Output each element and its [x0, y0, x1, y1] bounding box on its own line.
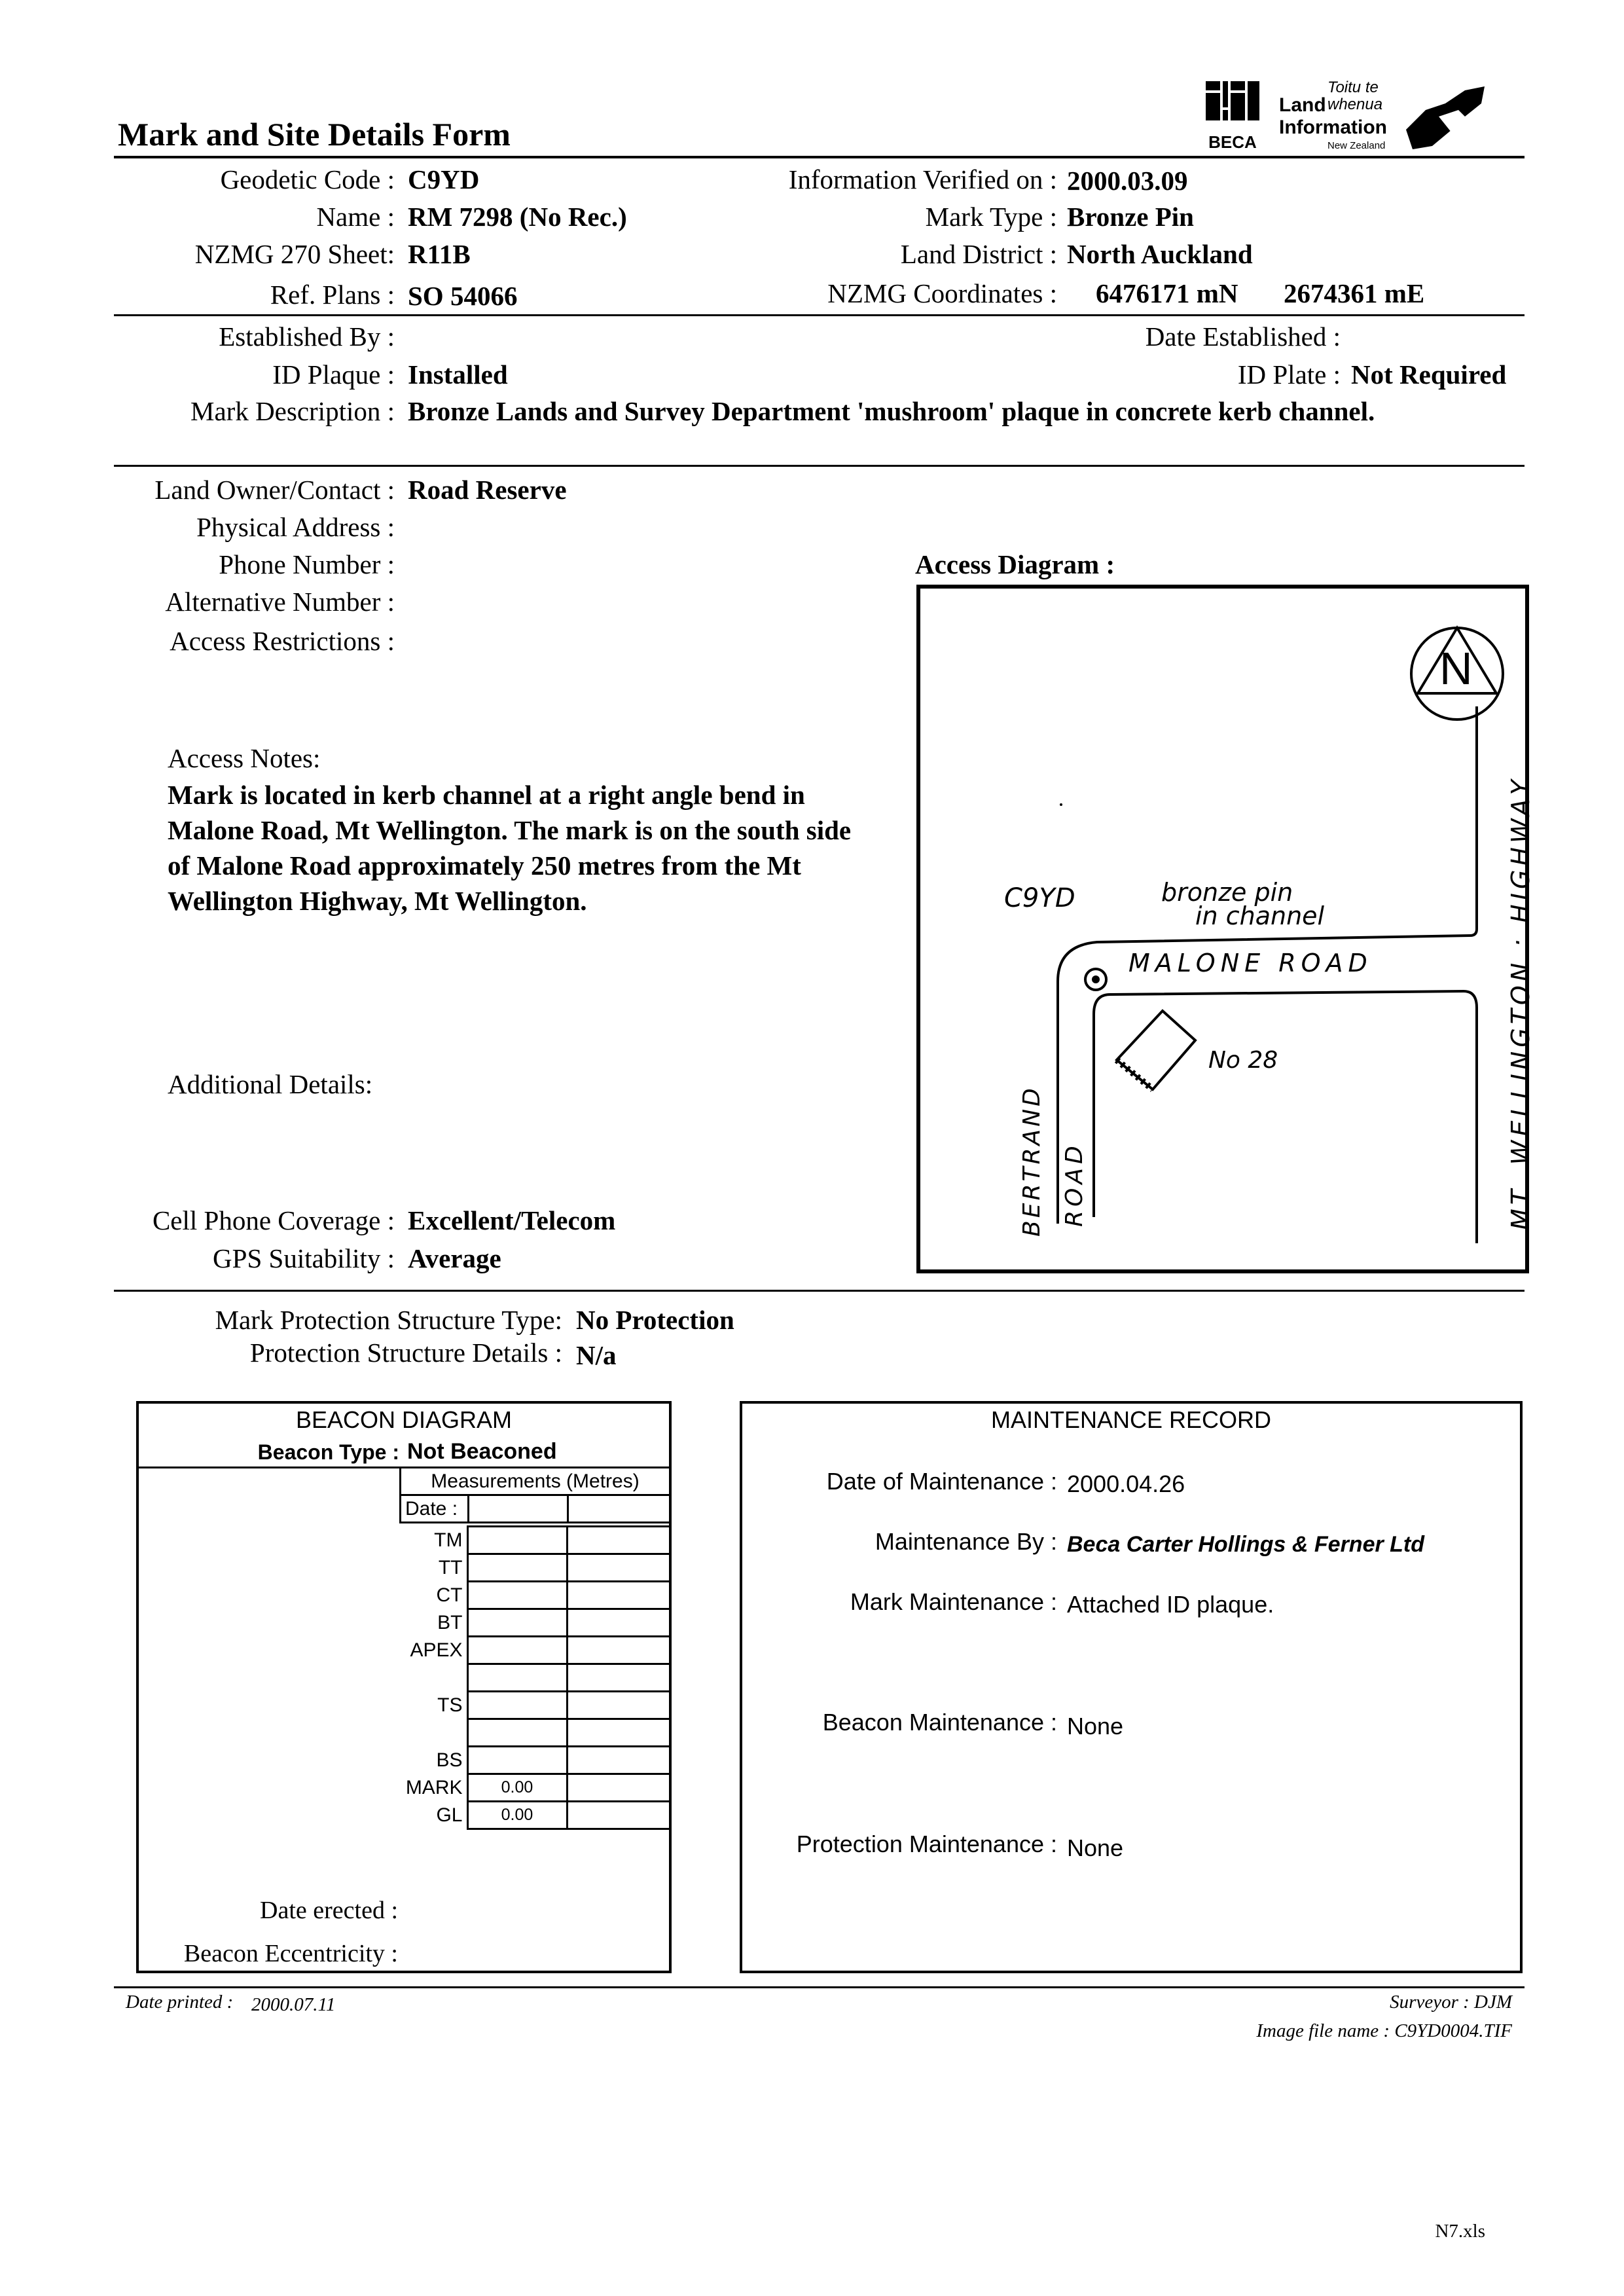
establishment-rule	[114, 465, 1525, 467]
logo-land: Land	[1279, 94, 1326, 116]
protection-maintenance-value: None	[1067, 1834, 1124, 1861]
sheet-value: R11B	[408, 239, 471, 269]
beacon-eccentricity-label: Beacon Eccentricity :	[183, 1940, 398, 1967]
land-district-label: Land District :	[900, 239, 1057, 269]
beacon-rows-table	[367, 1525, 672, 1830]
logo-toitu: Toitu te	[1327, 79, 1379, 96]
bertrand-label: BERTRAND	[1019, 1085, 1045, 1237]
date-cell-2	[568, 1495, 671, 1523]
row-label-blank-2	[367, 1719, 467, 1747]
footer-rule	[114, 1986, 1525, 1988]
ct-cell-2	[567, 1582, 671, 1609]
mark-section-rule	[114, 314, 1525, 316]
tt-cell-1	[467, 1554, 567, 1582]
row-label-tt: TT	[367, 1554, 467, 1582]
mark-value: 0.00	[467, 1774, 567, 1802]
apex-cell-1	[467, 1637, 567, 1664]
maintenance-title: MAINTENANCE RECORD	[990, 1406, 1272, 1433]
name-label: Name :	[316, 202, 395, 232]
access-notes-line-3: of Malone Road approximately 250 metres from the Mt	[168, 850, 801, 881]
blank1-cell-2	[567, 1664, 671, 1692]
bs-cell-2	[567, 1747, 671, 1774]
apex-cell-2	[567, 1637, 671, 1664]
malone-road-label: MALONE ROAD	[1128, 949, 1373, 977]
measurements-header: Measurements (Metres)	[401, 1468, 671, 1495]
row-label-ct: CT	[367, 1582, 467, 1609]
protection-details-label: Protection Structure Details :	[249, 1338, 562, 1368]
gps-label: GPS Suitability :	[213, 1243, 395, 1273]
coords-label: NZMG Coordinates :	[827, 278, 1057, 308]
id-plate-label: ID Plate :	[1237, 359, 1341, 390]
road-label: ROAD	[1061, 1142, 1088, 1227]
date-erected-label: Date erected :	[260, 1897, 398, 1924]
mark-type-value: Bronze Pin	[1067, 202, 1194, 232]
access-notes-line-4: Wellington Highway, Mt Wellington.	[168, 886, 587, 916]
logo-country: New Zealand	[1327, 140, 1386, 151]
diagram-note-2: in channel	[1195, 902, 1325, 930]
row-label-mark: MARK	[367, 1774, 467, 1802]
mark-maintenance-label: Mark Maintenance :	[850, 1588, 1057, 1615]
beacon-type-label: Beacon Type :	[257, 1440, 399, 1464]
sheet-reference: N7.xls	[1435, 2221, 1485, 2242]
mark-maintenance-value: Attached ID plaque.	[1067, 1591, 1274, 1618]
tm-cell-2	[567, 1527, 671, 1554]
date-printed-label: Date printed :	[126, 1992, 234, 2013]
ct-cell-1	[467, 1582, 567, 1609]
protection-type-value: No Protection	[576, 1305, 734, 1335]
date-established-label: Date Established :	[1145, 321, 1341, 352]
address-label: Physical Address :	[196, 512, 395, 542]
mark-cell-2	[567, 1774, 671, 1802]
row-label-blank-1	[367, 1664, 467, 1692]
beacon-maintenance-label: Beacon Maintenance :	[822, 1709, 1057, 1736]
access-notes-line-2: Malone Road, Mt Wellington. The mark is on the south side	[168, 815, 852, 845]
beacon-type-value: Not Beaconed	[407, 1439, 557, 1464]
name-value: RM 7298 (No Rec.)	[408, 202, 627, 232]
maintenance-date-label: Date of Maintenance :	[826, 1468, 1057, 1495]
geodetic-code-value: C9YD	[408, 164, 480, 194]
protection-type-label: Mark Protection Structure Type:	[215, 1305, 562, 1335]
row-label-apex: APEX	[367, 1637, 467, 1664]
diagram-note-1: bronze pin	[1161, 878, 1293, 907]
gl-value: 0.00	[467, 1802, 567, 1829]
geodetic-code-label: Geodetic Code :	[220, 164, 395, 194]
page-title: Mark and Site Details Form	[118, 116, 511, 153]
blank1-cell-1	[467, 1664, 567, 1692]
access-rule	[114, 1290, 1525, 1292]
beca-wordmark: BECA	[1208, 132, 1257, 152]
beacon-title: BEACON DIAGRAM	[295, 1406, 513, 1433]
bs-cell-1	[467, 1747, 567, 1774]
owner-label: Land Owner/Contact :	[154, 475, 395, 505]
access-notes-label: Access Notes:	[168, 743, 321, 773]
access-notes-line-1: Mark is located in kerb channel at a right angle bend in	[168, 780, 805, 810]
blank2-cell-1	[467, 1719, 567, 1747]
north-label: N	[1439, 643, 1473, 694]
gl-cell-2	[567, 1802, 671, 1829]
tm-cell-1	[467, 1527, 567, 1554]
row-label-gl: GL	[367, 1802, 467, 1829]
row-label-ts: TS	[367, 1692, 467, 1719]
restrictions-label: Access Restrictions :	[170, 626, 395, 656]
id-plate-value: Not Required	[1351, 359, 1507, 390]
header-rule	[114, 156, 1525, 158]
alt-number-label: Alternative Number :	[165, 587, 395, 617]
access-diagram	[916, 585, 1535, 1273]
date-cell-1	[469, 1495, 568, 1523]
description-label: Mark Description :	[190, 396, 395, 426]
bt-cell-2	[567, 1609, 671, 1637]
blank2-cell-2	[567, 1719, 671, 1747]
mark-type-label: Mark Type :	[925, 202, 1057, 232]
beacon-measurements-table	[399, 1467, 672, 1523]
bt-cell-1	[467, 1609, 567, 1637]
maintenance-by-label: Maintenance By :	[875, 1528, 1057, 1555]
house-number-label: No 28	[1208, 1047, 1278, 1074]
house-no-28-icon	[1117, 1011, 1195, 1089]
logo-information: Information	[1279, 117, 1387, 138]
access-diagram-title: Access Diagram :	[915, 549, 1115, 579]
sheet-label: NZMG 270 Sheet:	[194, 239, 395, 269]
ref-plans-value: SO 54066	[408, 281, 518, 311]
protection-maintenance-label: Protection Maintenance :	[796, 1831, 1057, 1857]
row-label-tm: TM	[367, 1527, 467, 1554]
description-value: Bronze Lands and Survey Department 'mushroom' plaque in concrete kerb channel.	[408, 396, 1375, 426]
additional-details-label: Additional Details:	[168, 1069, 373, 1099]
northing-value: 6476171 mN	[1096, 278, 1238, 308]
row-label-bs: BS	[367, 1747, 467, 1774]
diagram-mark-label: C9YD	[1004, 883, 1075, 913]
established-by-label: Established By :	[219, 321, 395, 352]
land-district-value: North Auckland	[1067, 239, 1253, 269]
verified-label: Information Verified on :	[788, 164, 1057, 194]
verified-value: 2000.03.09	[1067, 166, 1188, 196]
cell-coverage-value: Excellent/Telecom	[408, 1205, 616, 1235]
owner-value: Road Reserve	[408, 475, 567, 505]
beca-logo-icon	[1203, 77, 1262, 136]
cell-coverage-label: Cell Phone Coverage :	[152, 1205, 395, 1235]
ts-cell-2	[567, 1692, 671, 1719]
date-printed-value: 2000.07.11	[251, 1994, 336, 2015]
image-file-name: Image file name : C9YD0004.TIF	[1256, 2020, 1512, 2041]
gps-value: Average	[408, 1243, 501, 1273]
id-plaque-value: Installed	[408, 359, 508, 390]
surveyor: Surveyor : DJM	[1390, 1992, 1512, 2013]
protection-details-value: N/a	[576, 1340, 617, 1370]
date-label: Date :	[401, 1495, 469, 1523]
maintenance-date-value: 2000.04.26	[1067, 1470, 1185, 1497]
phone-label: Phone Number :	[219, 549, 395, 579]
world-map-icon	[1399, 84, 1491, 152]
ref-plans-label: Ref. Plans :	[270, 280, 395, 310]
easting-value: 2674361 mE	[1284, 278, 1425, 308]
mark-symbol-icon	[1085, 969, 1106, 990]
beacon-maintenance-value: None	[1067, 1713, 1124, 1740]
beca-land-information-logo	[1203, 77, 1491, 156]
tt-cell-2	[567, 1554, 671, 1582]
row-label-bt: BT	[367, 1609, 467, 1637]
maintenance-by-value: Beca Carter Hollings & Ferner Ltd	[1067, 1532, 1425, 1557]
logo-whenua: whenua	[1327, 96, 1383, 113]
ts-cell-1	[467, 1692, 567, 1719]
id-plaque-label: ID Plaque :	[272, 359, 395, 390]
mt-wellington-highway-label: MT. WELLINGTON : HIGHWAY	[1506, 776, 1535, 1230]
